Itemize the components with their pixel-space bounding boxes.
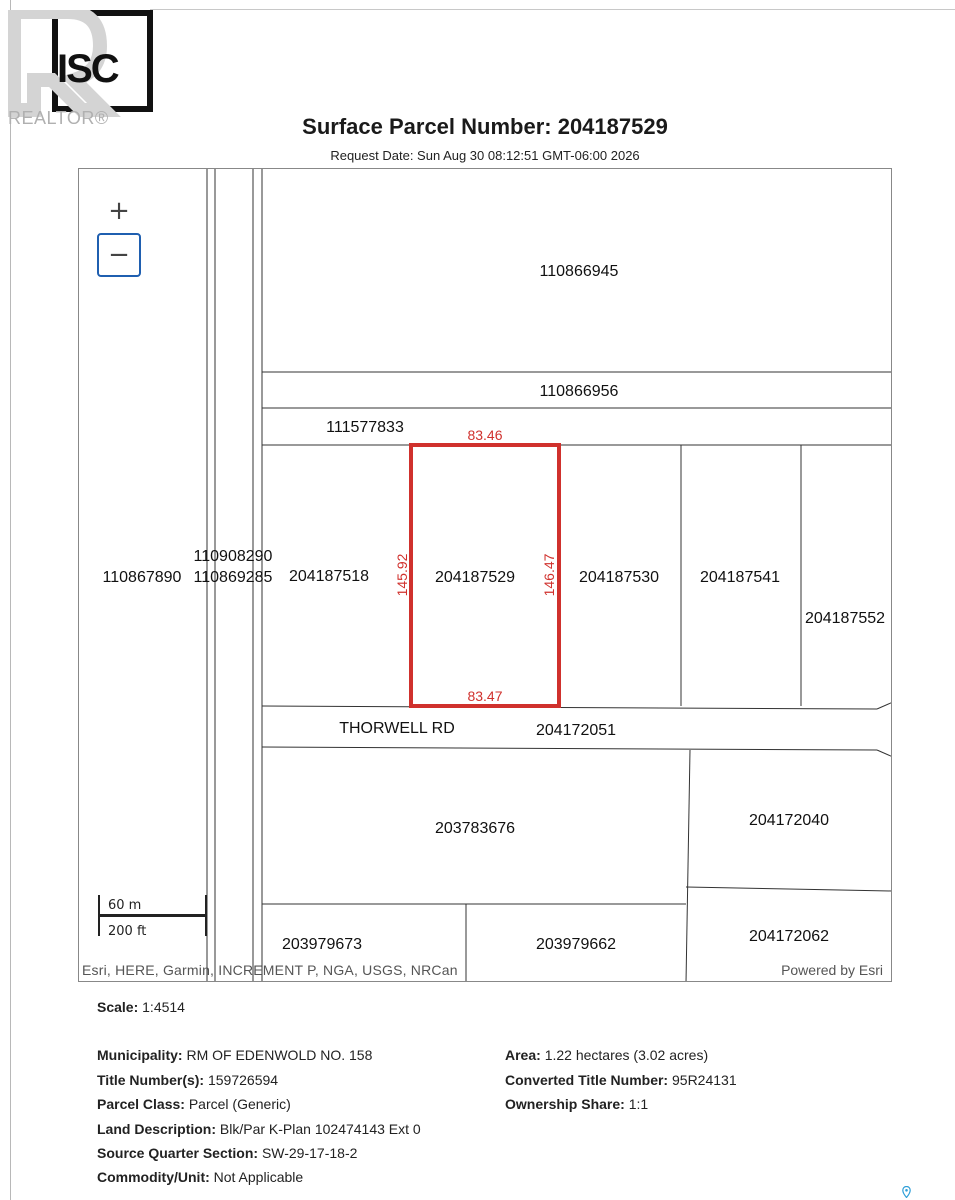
area-value: 1.22 hectares (3.02 acres) xyxy=(544,1047,709,1063)
parcel-label: 203979673 xyxy=(281,936,363,953)
zoom-in-button[interactable]: + xyxy=(97,189,141,233)
parcel-label: 110866956 xyxy=(539,383,619,400)
road-edge xyxy=(262,706,877,709)
title-numbers-value: 159726594 xyxy=(207,1072,279,1088)
road-name: THORWELL RD xyxy=(339,720,455,737)
parcel-label: 204172062 xyxy=(748,928,830,945)
request-date: Request Date: Sun Aug 30 08:12:51 GMT-06:00 2026 xyxy=(330,148,640,163)
area-row xyxy=(505,1047,708,1063)
land-description-value: Blk/Par K-Plan 102474143 Ext 0 xyxy=(219,1121,421,1137)
scale-bar xyxy=(99,895,206,939)
parcel-map-canvas xyxy=(79,169,892,982)
municipality-label: Municipality: xyxy=(97,1047,183,1063)
commodity-label: Commodity/Unit: xyxy=(97,1169,210,1185)
parcel-label: 110869285 xyxy=(193,569,273,586)
land-description-row xyxy=(97,1121,421,1137)
isc-realtor-logo xyxy=(8,10,153,130)
parcel-boundary xyxy=(686,887,892,891)
parcel-class-label: Parcel Class: xyxy=(97,1096,185,1112)
scale-row xyxy=(97,999,185,1015)
parcel-class-row xyxy=(97,1096,291,1112)
scale-label: Scale: xyxy=(97,999,139,1015)
page-border-top xyxy=(150,9,955,10)
parcel-label: 203783676 xyxy=(434,820,516,837)
parcel-label: 203979662 xyxy=(535,936,617,953)
map-attribution: Esri, HERE, Garmin, INCREMENT P, NGA, USGS, NRCan xyxy=(82,962,458,978)
scale-value: 1:4514 xyxy=(142,999,185,1015)
parcel-label: 204187541 xyxy=(699,569,781,586)
converted-title-label: Converted Title Number: xyxy=(505,1072,669,1088)
parcel-class-value: Parcel (Generic) xyxy=(188,1096,291,1112)
parcel-label: 204187552 xyxy=(804,610,886,627)
page-title: Surface Parcel Number: 204187529 xyxy=(302,114,668,139)
converted-title-value: 95R24131 xyxy=(672,1072,737,1088)
realtor-mark: REALTOR® xyxy=(8,108,109,128)
commodity-value: Not Applicable xyxy=(213,1169,304,1185)
source-section-label: Source Quarter Section: xyxy=(97,1145,259,1161)
scale-bar-metric: 60 m xyxy=(108,898,142,913)
road-edge xyxy=(262,747,877,750)
ownership-row xyxy=(505,1096,648,1112)
parcel-map[interactable] xyxy=(78,168,892,982)
dimension-bottom: 83.47 xyxy=(467,688,503,704)
municipality-value: RM OF EDENWOLD NO. 158 xyxy=(186,1047,373,1063)
commodity-row xyxy=(97,1169,303,1185)
parcel-label: 111577833 xyxy=(326,419,404,436)
road-edge xyxy=(877,750,892,757)
parcel-label: 110867890 xyxy=(102,569,182,586)
location-pin-icon xyxy=(902,1186,911,1198)
ownership-value: 1:1 xyxy=(628,1096,649,1112)
dimension-right: 146.47 xyxy=(541,553,557,597)
parcel-label: 110908290 xyxy=(193,548,273,565)
land-description-label: Land Description: xyxy=(97,1121,217,1137)
parcel-label: 204172051 xyxy=(535,722,617,739)
parcel-boundary xyxy=(686,750,690,982)
source-section-value: SW-29-17-18-2 xyxy=(261,1145,358,1161)
parcel-label: 110866945 xyxy=(539,263,619,280)
title-numbers-label: Title Number(s): xyxy=(97,1072,205,1088)
page-border-left xyxy=(10,0,11,1200)
road-edge xyxy=(877,702,892,709)
zoom-out-button[interactable]: − xyxy=(97,233,141,277)
municipality-row xyxy=(97,1047,372,1063)
dimension-top: 83.46 xyxy=(467,427,503,443)
source-section-row xyxy=(97,1145,357,1161)
converted-title-row xyxy=(505,1072,737,1088)
parcel-label: 204187530 xyxy=(578,569,660,586)
parcel-label-selected: 204187529 xyxy=(434,569,516,586)
scale-bar-imperial: 200 ft xyxy=(108,924,147,939)
area-label: Area: xyxy=(505,1047,541,1063)
parcel-label: 204187518 xyxy=(288,568,370,585)
title-numbers-row xyxy=(97,1072,278,1088)
logo-text: ISC xyxy=(57,47,118,91)
powered-by-esri-link[interactable]: Powered by Esri xyxy=(781,962,883,978)
parcel-label: 204172040 xyxy=(748,812,830,829)
ownership-label: Ownership Share: xyxy=(505,1096,625,1112)
dimension-left: 145.92 xyxy=(394,553,410,597)
